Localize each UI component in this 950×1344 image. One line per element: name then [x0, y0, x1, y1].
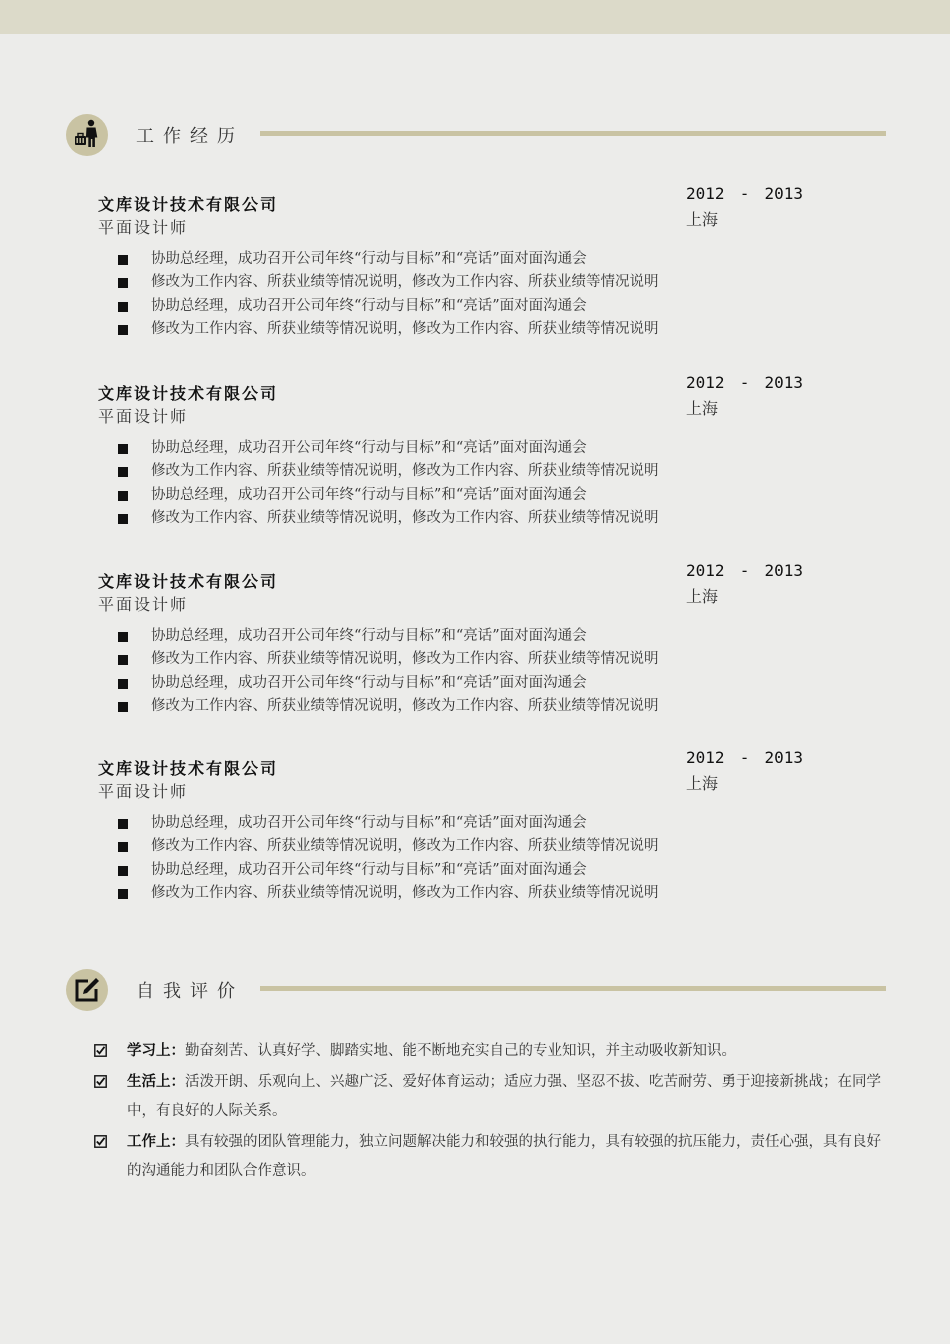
- date-separator: -: [739, 184, 750, 203]
- work-experience-header: [66, 114, 886, 156]
- square-bullet-icon: [118, 444, 128, 454]
- job-entry: [98, 373, 818, 541]
- work-section-rule: [260, 131, 886, 136]
- checked-box-icon: [94, 1075, 107, 1088]
- square-bullet-icon: [118, 255, 128, 265]
- start-year: 2012: [686, 561, 725, 580]
- list-item: [118, 248, 659, 271]
- job-title: 平面设计师: [98, 782, 189, 801]
- company-name: 文库设计技术有限公司: [98, 384, 279, 403]
- list-item: [118, 625, 659, 648]
- job-title: 平面设计师: [98, 407, 189, 426]
- end-year: 2013: [764, 184, 804, 203]
- job-dates: [686, 373, 803, 392]
- job-location: 上海: [686, 399, 719, 418]
- self-evaluation-header: [66, 969, 886, 1011]
- square-bullet-icon: [118, 325, 128, 335]
- checked-box-icon: [94, 1044, 107, 1057]
- bullet-text: 协助总经理，成功召开公司年终“行动与目标”和“亮话”面对面沟通会: [151, 486, 587, 503]
- evaluation-text: 活泼开朗、乐观向上、兴趣广泛、爱好体育运动；适应力强、坚忍不拔、吃苦耐劳、勇于迎接新挑战；在同学中，有良好的人际关系。: [127, 1073, 881, 1119]
- square-bullet-icon: [118, 302, 128, 312]
- square-bullet-icon: [118, 467, 128, 477]
- company-name: 文库设计技术有限公司: [98, 759, 279, 778]
- square-bullet-icon: [118, 632, 128, 642]
- list-item: [118, 484, 659, 507]
- job-entry: [98, 748, 818, 916]
- list-item: [118, 648, 659, 671]
- bullet-text: 修改为工作内容、所获业绩等情况说明，修改为工作内容、所获业绩等情况说明: [151, 320, 659, 337]
- list-item: [118, 437, 659, 460]
- end-year: 2013: [764, 748, 804, 767]
- list-item: [118, 835, 659, 858]
- job-location: 上海: [686, 587, 719, 606]
- job-bullets: [118, 625, 659, 718]
- start-year: 2012: [686, 373, 725, 392]
- checked-box-icon: [94, 1135, 107, 1148]
- square-bullet-icon: [118, 655, 128, 665]
- evaluation-text: 具有较强的团队管理能力，独立问题解决能力和较强的执行能力，具有较强的抗压能力，责任心强，具有良好的沟通能力和团队合作意识。: [127, 1133, 881, 1179]
- work-section-title: 工作经历: [136, 126, 244, 147]
- list-item: [118, 695, 659, 718]
- evaluation-text: 勤奋刻苦、认真好学、脚踏实地、能不断地充实自己的专业知识，并主动吸收新知识。: [185, 1043, 736, 1059]
- square-bullet-icon: [118, 702, 128, 712]
- square-bullet-icon: [118, 278, 128, 288]
- list-item: [118, 318, 659, 341]
- job-location: 上海: [686, 210, 719, 229]
- bullet-text: 修改为工作内容、所获业绩等情况说明，修改为工作内容、所获业绩等情况说明: [151, 509, 659, 526]
- job-title: 平面设计师: [98, 595, 189, 614]
- self-section-rule: [260, 986, 886, 991]
- bullet-text: 修改为工作内容、所获业绩等情况说明，修改为工作内容、所获业绩等情况说明: [151, 651, 659, 668]
- work-section-badge: [66, 114, 108, 156]
- job-title: 平面设计师: [98, 218, 189, 237]
- square-bullet-icon: [118, 491, 128, 501]
- list-item: [118, 812, 659, 835]
- list-item: [118, 460, 659, 483]
- square-bullet-icon: [118, 889, 128, 899]
- start-year: 2012: [686, 184, 725, 203]
- square-bullet-icon: [118, 679, 128, 689]
- edit-note-icon: [66, 969, 108, 1011]
- job-dates: [686, 748, 803, 767]
- job-location: 上海: [686, 774, 719, 793]
- job-bullets: [118, 812, 659, 905]
- job-dates: [686, 561, 803, 580]
- worker-with-briefcase-icon: [66, 114, 108, 156]
- job-bullets: [118, 248, 659, 341]
- bullet-text: 修改为工作内容、所获业绩等情况说明，修改为工作内容、所获业绩等情况说明: [151, 274, 659, 291]
- job-dates: [686, 184, 803, 203]
- bullet-text: 修改为工作内容、所获业绩等情况说明，修改为工作内容、所获业绩等情况说明: [151, 884, 659, 901]
- bullet-text: 修改为工作内容、所获业绩等情况说明，修改为工作内容、所获业绩等情况说明: [151, 463, 659, 480]
- square-bullet-icon: [118, 819, 128, 829]
- list-item: [94, 1127, 884, 1187]
- bullet-text: 协助总经理，成功召开公司年终“行动与目标”和“亮话”面对面沟通会: [151, 861, 587, 878]
- company-name: 文库设计技术有限公司: [98, 195, 279, 214]
- list-item: [118, 672, 659, 695]
- date-separator: -: [739, 561, 750, 580]
- evaluation-label: 工作上：: [127, 1132, 185, 1150]
- list-item: [94, 1067, 884, 1127]
- square-bullet-icon: [118, 866, 128, 876]
- bullet-text: 协助总经理，成功召开公司年终“行动与目标”和“亮话”面对面沟通会: [151, 815, 587, 831]
- list-item: [118, 859, 659, 882]
- evaluation-label: 学习上：: [127, 1042, 185, 1059]
- bullet-text: 协助总经理，成功召开公司年终“行动与目标”和“亮话”面对面沟通会: [151, 297, 587, 314]
- end-year: 2013: [764, 561, 804, 580]
- bullet-text: 修改为工作内容、所获业绩等情况说明，修改为工作内容、所获业绩等情况说明: [151, 838, 659, 855]
- job-entry: [98, 184, 818, 352]
- bullet-text: 协助总经理，成功召开公司年终“行动与目标”和“亮话”面对面沟通会: [151, 674, 587, 691]
- bullet-text: 协助总经理，成功召开公司年终“行动与目标”和“亮话”面对面沟通会: [151, 251, 587, 267]
- bullet-text: 协助总经理，成功召开公司年终“行动与目标”和“亮话”面对面沟通会: [151, 628, 587, 644]
- date-separator: -: [739, 373, 750, 392]
- top-band: [0, 0, 950, 34]
- square-bullet-icon: [118, 514, 128, 524]
- company-name: 文库设计技术有限公司: [98, 572, 279, 591]
- list-item: [118, 295, 659, 318]
- evaluation-label: 生活上：: [127, 1072, 185, 1090]
- start-year: 2012: [686, 748, 725, 767]
- end-year: 2013: [764, 373, 804, 392]
- self-section-badge: [66, 969, 108, 1011]
- bullet-text: 修改为工作内容、所获业绩等情况说明，修改为工作内容、所获业绩等情况说明: [151, 697, 659, 714]
- list-item: [118, 507, 659, 530]
- self-section-title: 自我评价: [136, 981, 244, 1002]
- job-entry: [98, 561, 818, 729]
- list-item: [94, 1036, 884, 1067]
- square-bullet-icon: [118, 842, 128, 852]
- self-evaluation-list: [94, 1036, 884, 1187]
- job-bullets: [118, 437, 659, 530]
- bullet-text: 协助总经理，成功召开公司年终“行动与目标”和“亮话”面对面沟通会: [151, 440, 587, 456]
- list-item: [118, 882, 659, 905]
- date-separator: -: [739, 748, 750, 767]
- list-item: [118, 271, 659, 294]
